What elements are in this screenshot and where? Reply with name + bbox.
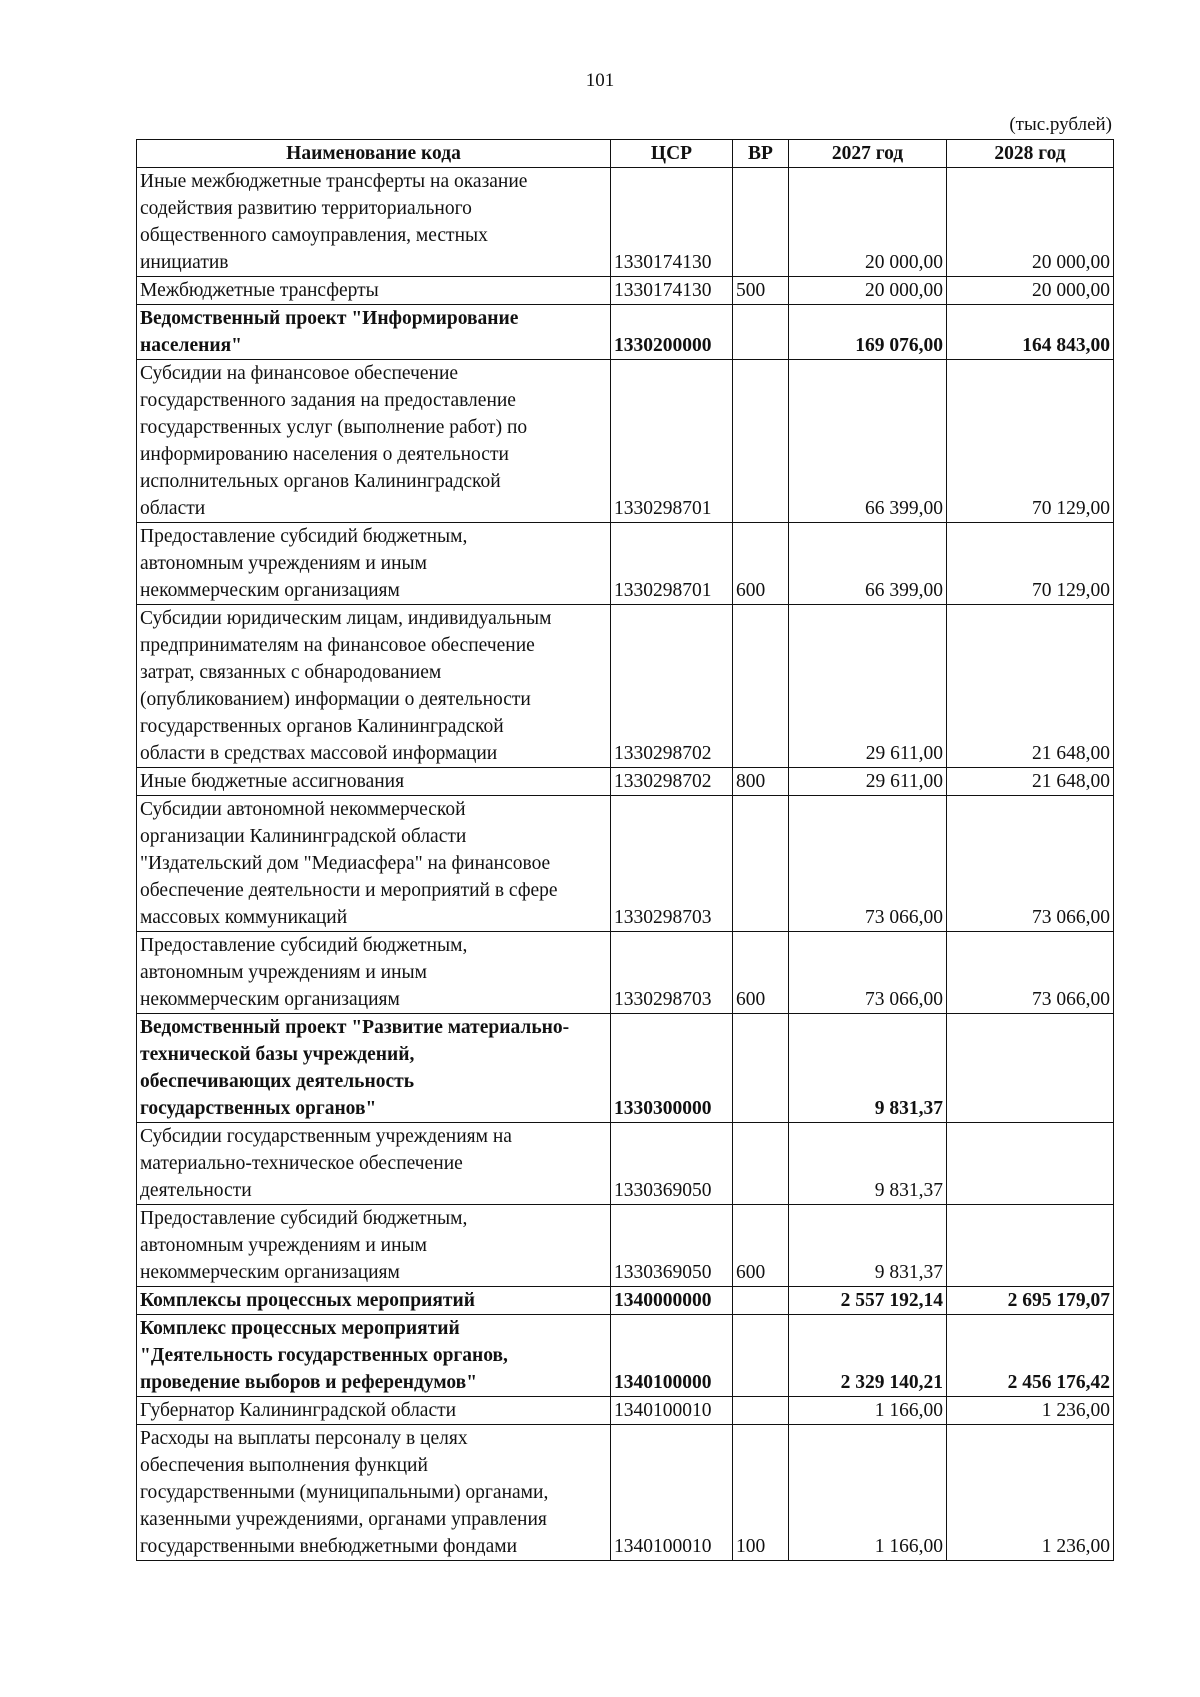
cell-2028: 164 843,00 <box>947 305 1114 360</box>
cell-name <box>137 768 611 796</box>
cell-name-line: государственных органов" <box>140 1098 377 1119</box>
cell-name-line: государственного задания на предоставление <box>140 390 516 411</box>
cell-2028: 20 000,00 <box>947 168 1114 277</box>
cell-csr: 1330298703 <box>611 932 733 1014</box>
cell-name-line: обеспечивающих деятельность <box>140 1071 415 1092</box>
cell-name-line: Иные бюджетные ассигнования <box>140 771 405 792</box>
cell-name <box>137 1315 611 1397</box>
cell-2028 <box>947 1014 1114 1123</box>
cell-name <box>137 1205 611 1287</box>
table-row <box>137 1397 1114 1425</box>
cell-2027: 1 166,00 <box>789 1425 947 1561</box>
cell-csr: 1330298701 <box>611 360 733 523</box>
table-body <box>137 168 1114 1561</box>
cell-vr: 500 <box>733 277 789 305</box>
header-vr: ВР <box>733 140 789 168</box>
cell-vr <box>733 305 789 360</box>
cell-csr: 1340100010 <box>611 1397 733 1425</box>
table-row <box>137 360 1114 523</box>
budget-table <box>136 139 1114 1561</box>
cell-name-line: Предоставление субсидий бюджетным, <box>140 1208 468 1229</box>
table-row <box>137 277 1114 305</box>
cell-2028: 21 648,00 <box>947 768 1114 796</box>
cell-2027: 169 076,00 <box>789 305 947 360</box>
cell-name-line: государственными (муниципальными) органами, <box>140 1482 549 1503</box>
cell-name-line: некоммерческим организациям <box>140 989 400 1010</box>
table-row <box>137 1123 1114 1205</box>
cell-2027: 9 831,37 <box>789 1014 947 1123</box>
cell-2028: 70 129,00 <box>947 523 1114 605</box>
table-row <box>137 168 1114 277</box>
cell-vr <box>733 1123 789 1205</box>
cell-vr: 600 <box>733 523 789 605</box>
cell-name <box>137 305 611 360</box>
cell-2027: 9 831,37 <box>789 1205 947 1287</box>
cell-name <box>137 277 611 305</box>
cell-csr: 1330174130 <box>611 277 733 305</box>
cell-name-line: "Деятельность государственных органов, <box>140 1345 508 1366</box>
cell-2027: 73 066,00 <box>789 932 947 1014</box>
cell-name-line: "Издательский дом "Медиасфера" на финансовое <box>140 853 551 874</box>
cell-name-line: Ведомственный проект "Информирование <box>140 308 519 329</box>
header-2027: 2027 год <box>789 140 947 168</box>
page-number: 101 <box>585 70 615 91</box>
header-2028: 2028 год <box>947 140 1114 168</box>
cell-name-line: некоммерческим организациям <box>140 580 400 601</box>
cell-name-line: государственными внебюджетными фондами <box>140 1536 518 1557</box>
cell-name-line: Предоставление субсидий бюджетным, <box>140 526 468 547</box>
cell-2027: 29 611,00 <box>789 768 947 796</box>
cell-vr <box>733 1315 789 1397</box>
units-note: (тыс.рублей) <box>1009 114 1112 135</box>
cell-2028: 1 236,00 <box>947 1397 1114 1425</box>
cell-2027: 20 000,00 <box>789 277 947 305</box>
cell-2028: 73 066,00 <box>947 932 1114 1014</box>
table-row <box>137 305 1114 360</box>
table-row <box>137 1014 1114 1123</box>
cell-vr <box>733 796 789 932</box>
cell-2028 <box>947 1123 1114 1205</box>
cell-name-line: (опубликованием) информации о деятельности <box>140 689 531 710</box>
cell-name-line: организации Калининградской области <box>140 826 467 847</box>
cell-csr: 1340100010 <box>611 1425 733 1561</box>
cell-name-line: некоммерческим организациям <box>140 1262 400 1283</box>
cell-vr <box>733 360 789 523</box>
cell-vr <box>733 168 789 277</box>
cell-csr: 1340100000 <box>611 1315 733 1397</box>
cell-name-line: населения" <box>140 335 242 356</box>
cell-name-line: государственных органов Калининградской <box>140 716 504 737</box>
cell-name <box>137 605 611 768</box>
cell-name-line: массовых коммуникаций <box>140 907 348 928</box>
cell-name-line: исполнительных органов Калининградской <box>140 471 501 492</box>
cell-name-line: автономным учреждениям и иным <box>140 1235 427 1256</box>
cell-2028: 21 648,00 <box>947 605 1114 768</box>
cell-name <box>137 523 611 605</box>
cell-name-line: Субсидии на финансовое обеспечение <box>140 363 459 384</box>
cell-name-line: автономным учреждениям и иным <box>140 553 427 574</box>
cell-2027: 66 399,00 <box>789 523 947 605</box>
cell-vr <box>733 1287 789 1315</box>
table-header-row <box>137 140 1114 168</box>
cell-name-line: затрат, связанных с обнародованием <box>140 662 442 683</box>
cell-vr <box>733 1397 789 1425</box>
cell-2027: 29 611,00 <box>789 605 947 768</box>
cell-name-line: области в средствах массовой информации <box>140 743 498 764</box>
cell-2027: 20 000,00 <box>789 168 947 277</box>
cell-vr: 100 <box>733 1425 789 1561</box>
cell-name-line: Межбюджетные трансферты <box>140 280 379 301</box>
cell-name-line: Ведомственный проект "Развитие материально- <box>140 1017 570 1038</box>
cell-name-line: информированию населения о деятельности <box>140 444 509 465</box>
cell-name <box>137 1397 611 1425</box>
cell-2028: 70 129,00 <box>947 360 1114 523</box>
cell-2027: 66 399,00 <box>789 360 947 523</box>
cell-name-line: Предоставление субсидий бюджетным, <box>140 935 468 956</box>
cell-name <box>137 1425 611 1561</box>
cell-csr: 1330369050 <box>611 1123 733 1205</box>
cell-name-line: Губернатор Калининградской области <box>140 1400 457 1421</box>
cell-2028: 20 000,00 <box>947 277 1114 305</box>
cell-vr: 800 <box>733 768 789 796</box>
cell-csr: 1330298702 <box>611 605 733 768</box>
cell-csr: 1330298703 <box>611 796 733 932</box>
cell-name-line: Субсидии юридическим лицам, индивидуальным <box>140 608 552 629</box>
cell-csr: 1330174130 <box>611 168 733 277</box>
table-row <box>137 1315 1114 1397</box>
cell-2028 <box>947 1205 1114 1287</box>
cell-name-line: деятельности <box>140 1180 252 1201</box>
cell-name-line: государственных услуг (выполнение работ) по <box>140 417 528 438</box>
cell-name <box>137 360 611 523</box>
cell-2027: 2 329 140,21 <box>789 1315 947 1397</box>
table-row <box>137 523 1114 605</box>
cell-name-line: содействия развитию территориального <box>140 198 472 219</box>
cell-name <box>137 1014 611 1123</box>
header-name: Наименование кода <box>137 140 611 168</box>
cell-2028: 2 456 176,42 <box>947 1315 1114 1397</box>
cell-name-line: общественного самоуправления, местных <box>140 225 488 246</box>
cell-csr: 1330369050 <box>611 1205 733 1287</box>
cell-2028: 73 066,00 <box>947 796 1114 932</box>
cell-name-line: Субсидии государственным учреждениям на <box>140 1126 512 1147</box>
cell-vr: 600 <box>733 932 789 1014</box>
cell-name-line: предпринимателям на финансовое обеспечение <box>140 635 535 656</box>
cell-name <box>137 168 611 277</box>
cell-name-line: Расходы на выплаты персоналу в целях <box>140 1428 468 1449</box>
header-csr: ЦСР <box>611 140 733 168</box>
cell-name <box>137 1123 611 1205</box>
cell-2027: 9 831,37 <box>789 1123 947 1205</box>
cell-name-line: области <box>140 498 206 519</box>
cell-2027: 1 166,00 <box>789 1397 947 1425</box>
cell-2028: 2 695 179,07 <box>947 1287 1114 1315</box>
cell-name-line: Комплексы процессных мероприятий <box>140 1290 475 1311</box>
table-row <box>137 1287 1114 1315</box>
table-row <box>137 1425 1114 1561</box>
cell-vr <box>733 605 789 768</box>
table-row <box>137 796 1114 932</box>
table-row <box>137 1205 1114 1287</box>
table-row <box>137 932 1114 1014</box>
cell-csr: 1340000000 <box>611 1287 733 1315</box>
cell-name-line: материально-техническое обеспечение <box>140 1153 463 1174</box>
cell-name-line: инициатив <box>140 252 229 273</box>
cell-name-line: автономным учреждениям и иным <box>140 962 427 983</box>
cell-csr: 1330300000 <box>611 1014 733 1123</box>
cell-name <box>137 1287 611 1315</box>
cell-name-line: казенными учреждениями, органами управления <box>140 1509 547 1530</box>
cell-name-line: технической базы учреждений, <box>140 1044 415 1065</box>
cell-2027: 73 066,00 <box>789 796 947 932</box>
cell-name-line: обеспечения выполнения функций <box>140 1455 428 1476</box>
table-row <box>137 605 1114 768</box>
cell-vr: 600 <box>733 1205 789 1287</box>
cell-name-line: Иные межбюджетные трансферты на оказание <box>140 171 528 192</box>
cell-2028: 1 236,00 <box>947 1425 1114 1561</box>
cell-name-line: проведение выборов и референдумов" <box>140 1372 478 1393</box>
cell-2027: 2 557 192,14 <box>789 1287 947 1315</box>
table-row <box>137 768 1114 796</box>
cell-name-line: обеспечение деятельности и мероприятий в сфере <box>140 880 558 901</box>
cell-csr: 1330298702 <box>611 768 733 796</box>
cell-name <box>137 796 611 932</box>
cell-csr: 1330298701 <box>611 523 733 605</box>
cell-vr <box>733 1014 789 1123</box>
cell-csr: 1330200000 <box>611 305 733 360</box>
cell-name <box>137 932 611 1014</box>
cell-name-line: Комплекс процессных мероприятий <box>140 1318 460 1339</box>
cell-name-line: Субсидии автономной некоммерческой <box>140 799 466 820</box>
